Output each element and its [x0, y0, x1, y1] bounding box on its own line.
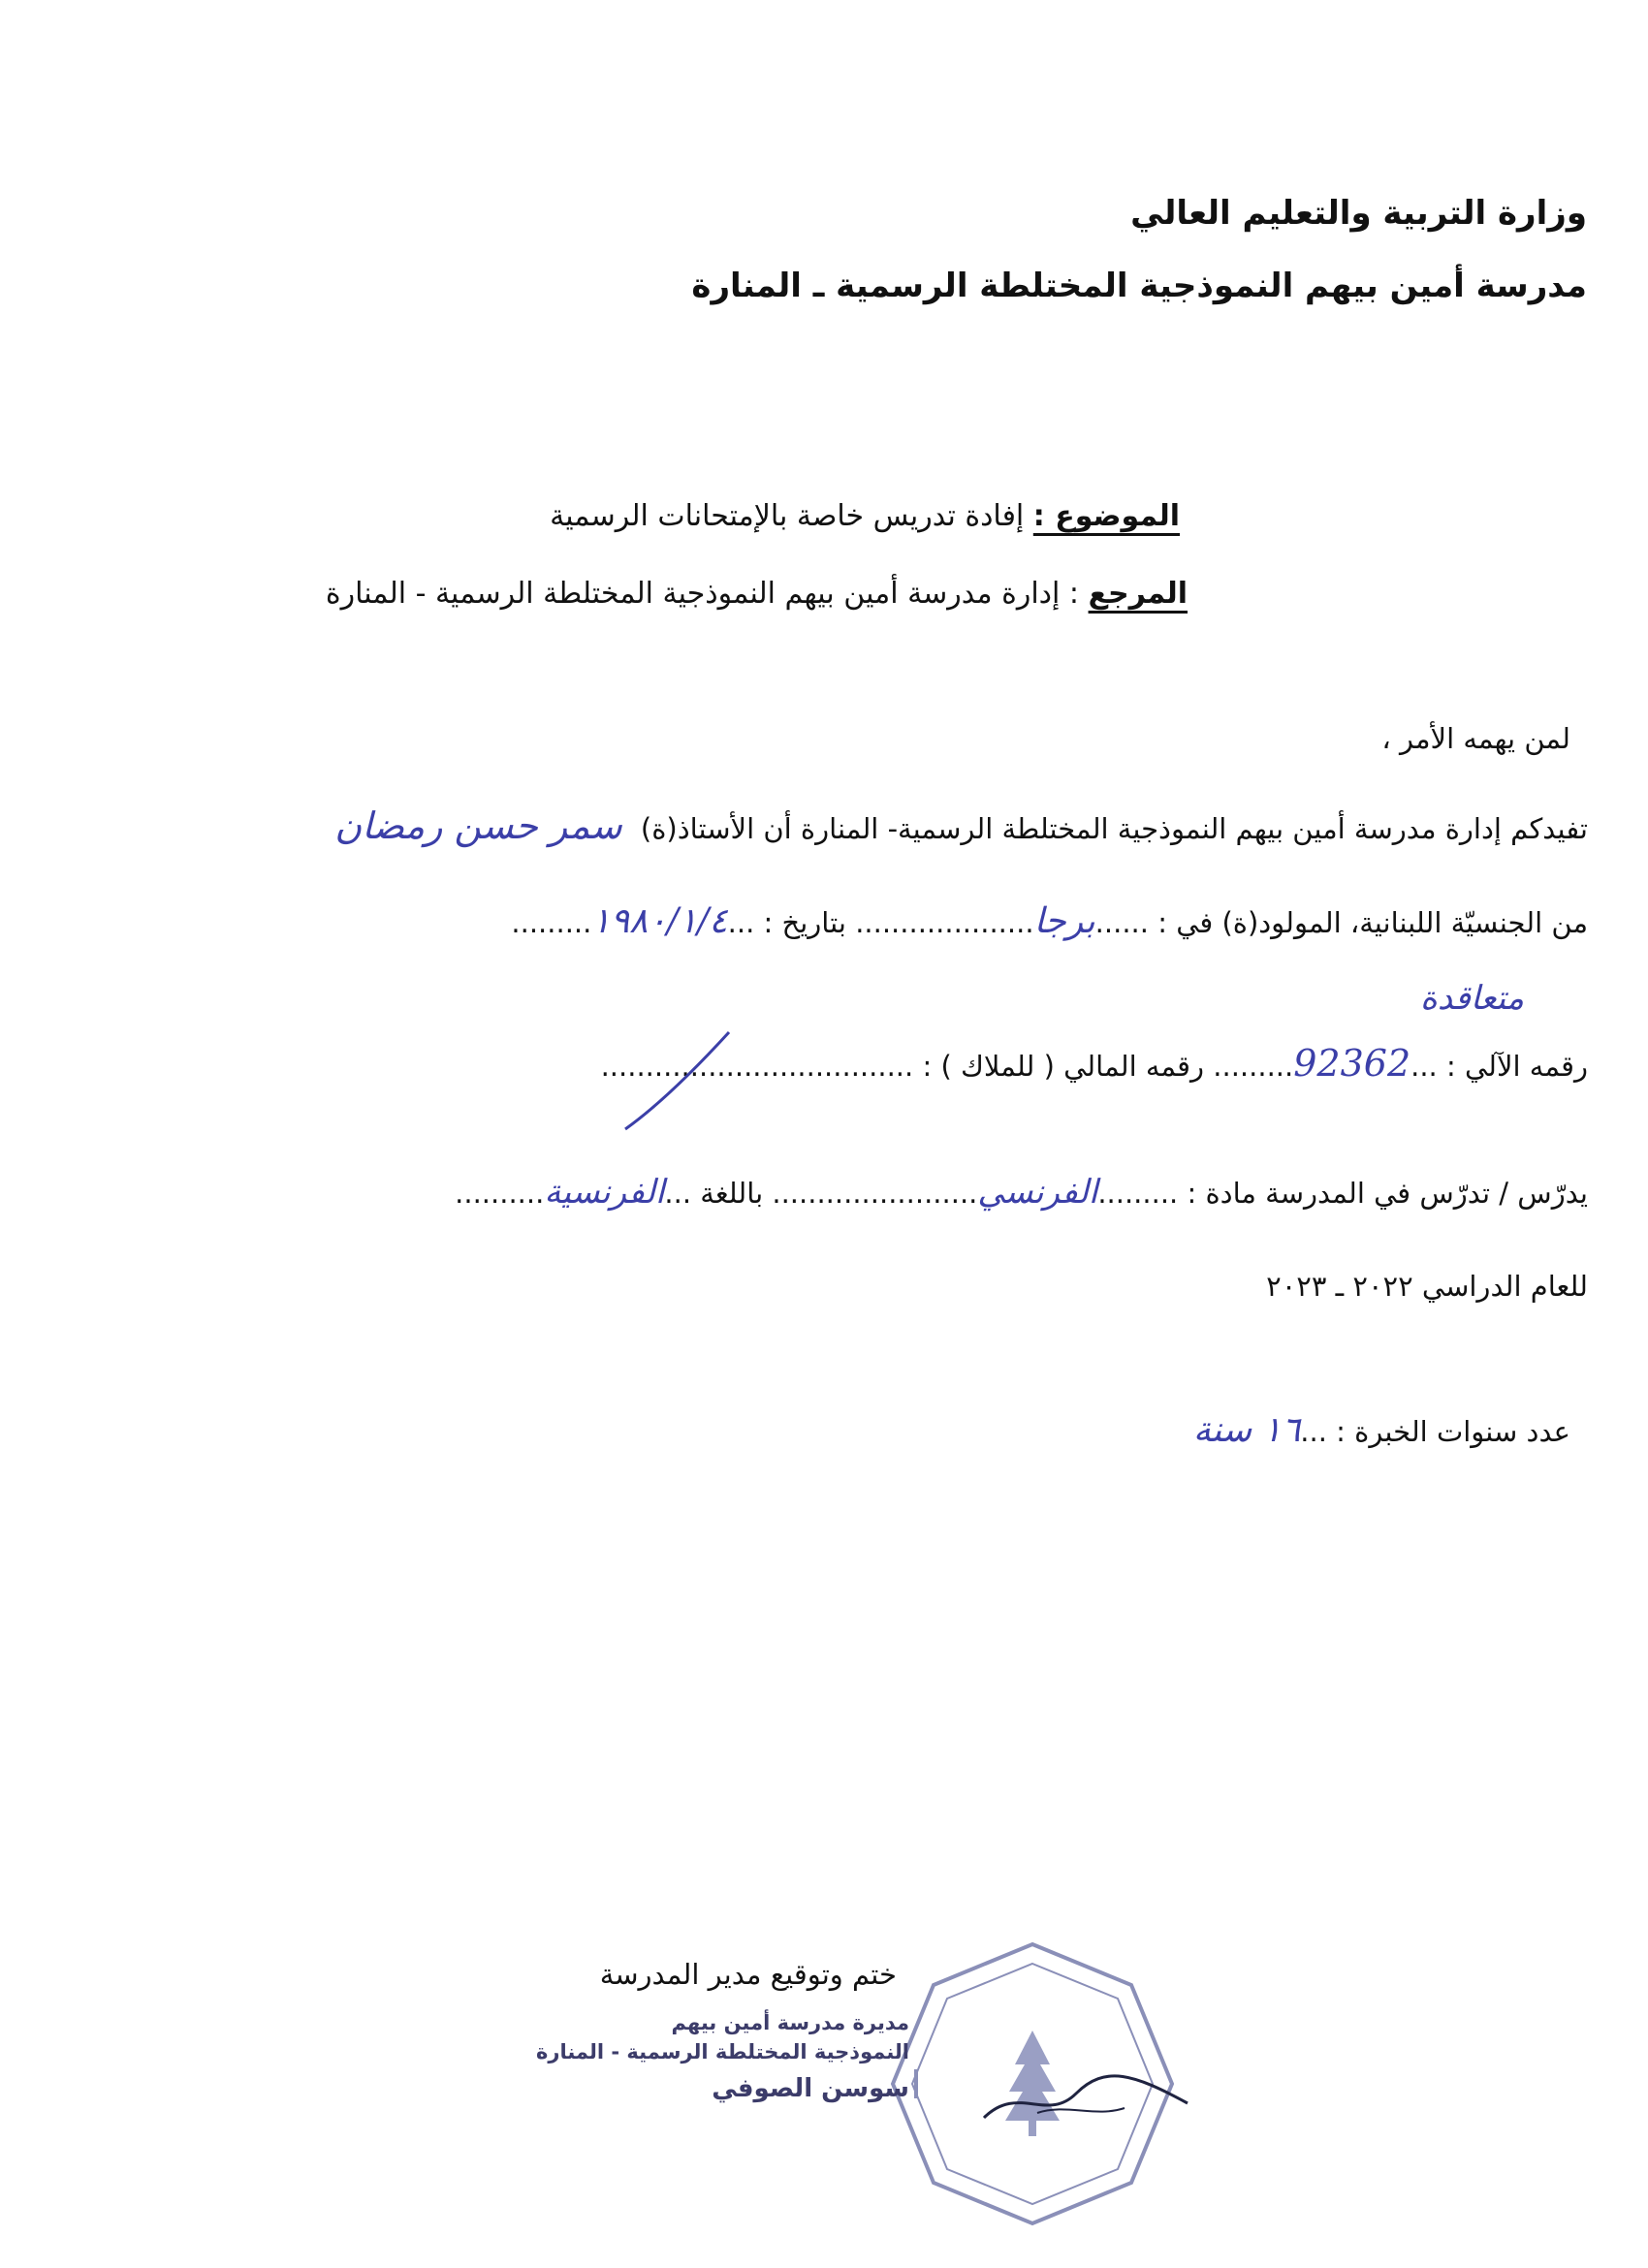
- automatic-number-label: رقمه الآلي :: [1446, 1050, 1588, 1083]
- academic-year-line: للعام الدراسي ٢٠٢٢ ـ ٢٠٢٣: [1266, 1270, 1588, 1303]
- strikethrough-mark: [620, 1027, 737, 1134]
- subject-line: [550, 499, 1180, 533]
- signature-label: ختم وتوقيع مدير المدرسة: [599, 1958, 897, 1991]
- experience-handwritten: ١٦ سنة: [1192, 1410, 1301, 1450]
- reference-label: المرجع: [1088, 577, 1188, 611]
- school-heading: مدرسة أمين بيهم النموذجية المختلطة الرسمية ـ المنارة: [691, 267, 1587, 305]
- greeting: لمن يهمه الأمر ،: [1381, 722, 1570, 755]
- reference-line: [326, 577, 1188, 611]
- subject-taught-handwritten: الفرنسي: [977, 1173, 1098, 1212]
- declaration-line-3: رقمه الآلي : ...92362......... رقمه المالي ( للملاك ) : ...................................: [600, 1042, 1588, 1085]
- experience-label: عدد سنوات الخبرة :: [1336, 1415, 1570, 1448]
- ministry-heading: وزارة التربية والتعليم العالي: [1130, 194, 1587, 233]
- language-label: باللغة: [700, 1177, 764, 1210]
- birthdate-label: بتاريخ :: [763, 906, 846, 939]
- stamp-school-name: النموذجية المختلطة الرسمية - المنارة: [535, 2040, 909, 2063]
- declaration-line-1: [334, 804, 1588, 847]
- subject-value: إفادة تدريس خاصة بالإمتحانات الرسمية: [550, 499, 1025, 533]
- financial-number-label: رقمه المالي ( للملاك ) :: [922, 1050, 1205, 1083]
- stamp-director-name: سوسن الصوفي: [712, 2074, 909, 2103]
- declaration-line-4: يدرّس / تدرّس في المدرسة مادة : .........الفرنسي....................... باللغة ...الفرنسية..........: [455, 1173, 1588, 1212]
- stamp-director-title: مديرة مدرسة أمين بيهم: [671, 2011, 909, 2034]
- contract-status-handwritten: متعاقدة: [1420, 979, 1525, 1018]
- birthplace-handwritten: برجا: [1033, 901, 1095, 941]
- declaration-line-6: عدد سنوات الخبرة : ...١٦ سنة: [1192, 1410, 1570, 1450]
- reference-value: : إدارة مدرسة أمين بيهم النموذجية المختلطة الرسمية - المنارة: [325, 577, 1080, 611]
- birthdate-handwritten: ١٩٨٠/١/٤: [591, 901, 728, 941]
- declaration-line-2: من الجنسيّة اللبنانية، المولود(ة) في : ......برجا.................... بتاريخ : ...١٩٨٠/١/٤.........: [511, 901, 1588, 941]
- subject-label: الموضوع :: [1032, 499, 1180, 533]
- subject-taught-label: يدرّس / تدرّس في المدرسة مادة :: [1187, 1177, 1588, 1210]
- automatic-number-handwritten: 92362: [1293, 1042, 1411, 1085]
- birthplace-label: من الجنسيّة اللبنانية، المولود(ة) في :: [1157, 906, 1588, 939]
- declaration-intro: تفيدكم إدارة مدرسة أمين بيهم النموذجية المختلطة الرسمية- المنارة أن الأستاذ(ة): [640, 812, 1588, 845]
- handwritten-signature-icon: [979, 2064, 1192, 2132]
- language-handwritten: الفرنسية: [544, 1173, 665, 1212]
- teacher-name-handwritten: سمر حسن رمضان: [334, 804, 622, 847]
